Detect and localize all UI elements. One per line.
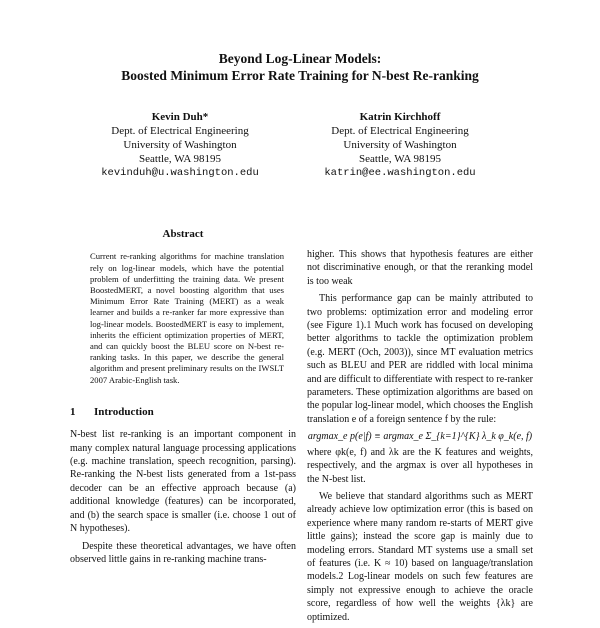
author-email: kevinduh@u.washington.edu xyxy=(101,167,259,179)
author-affiliation: Dept. of Electrical Engineering xyxy=(111,125,249,137)
section-heading xyxy=(70,406,296,419)
body-paragraph: This performance gap can be mainly attributed to two problems: optimization error and modeling error (see Figure 1).1 Much work has focused on developing better algorithms to tackle the optimization problem (e.g. MERT (Och, 2003)), since MT evaluation metrics such as BLEU and PER are riddled with local minima and are difficult to differentiate with respect to re-ranker parameters. These optimization algorithms are based on the popular log-linear model, which chooses the English translation e of a foreign sentence f by the rule: xyxy=(307,293,533,425)
section-title: Introduction xyxy=(94,405,154,418)
body-paragraph: where φk(e, f) and λk are the K features and weights, respectively, and the argmax is over all hypotheses in the N-best list. xyxy=(307,446,533,485)
abstract-heading: Abstract xyxy=(162,228,204,240)
abstract-text: Current re-ranking algorithms for machine translation rely on log-linear models, which have the potential problem of underfitting the training data. We present BoostedMERT, a novel boosting algorithm that uses Minimum Error Rate Training (MERT) as a weak learner and builds a re-ranker far more expressive than log-linear models. BoostedMERT is easy to implement, inherits the efficient optimization properties of MERT, and can quickly boost the BLEU score on N-best re-ranking tasks. In this paper, we describe the general algorithm and present preliminary results on the IWSLT 2007 Arabic-English task. xyxy=(90,251,284,385)
intro-paragraph: Despite these theoretical advantages, we have often observed little gains in re-ranking machine trans- xyxy=(70,540,296,565)
author-email: katrin@ee.washington.edu xyxy=(324,167,476,179)
title-line-1: Beyond Log-Linear Models: xyxy=(218,51,382,66)
left-column xyxy=(70,228,296,570)
paper-title xyxy=(0,50,600,84)
author-block-1 xyxy=(95,110,265,180)
author-affiliation: Dept. of Electrical Engineering xyxy=(331,125,469,137)
author-university: University of Washington xyxy=(343,139,457,151)
author-block-2 xyxy=(315,110,485,180)
author-name: Kevin Duh* xyxy=(151,111,209,123)
title-line-2: Boosted Minimum Error Rate Training for N-best Re-ranking xyxy=(121,68,479,83)
body-paragraph: higher. This shows that hypothesis features are either not discriminative enough, or that the reranking model is too weak xyxy=(307,249,533,287)
body-paragraph: We believe that standard algorithms such as MERT already achieve low optimization error (this is based on experience where many random re-starts of MERT give little gains); instead the score gap is mainly due to modeling errors. Standard MT systems use a small set of features (i.e. K ≈ 10) based on language/translation models.2 Log-linear models on such few features are simply not expressive enough to achieve the oracle score, regardless of how well the weights {λk} are optimized. xyxy=(307,490,533,623)
author-city: Seattle, WA 98195 xyxy=(139,153,221,165)
author-city: Seattle, WA 98195 xyxy=(359,153,441,165)
author-university: University of Washington xyxy=(123,139,237,151)
equation: argmax_e p(e|f) ≡ argmax_e Σ_{k=1}^{K} λ_k φ_k(e, f) xyxy=(307,431,533,443)
intro-paragraph: N-best list re-ranking is an important component in many complex natural language processing applications (e.g. machine translation, speech recognition, parsing). Re-ranking the N-best lists generated from a 1st-pass decoder can be an effective approach because (a) additional knowledge (features) can be incorporated, and (b) the search space is smaller (i.e. choose 1 out of N hypotheses). xyxy=(70,429,296,535)
author-name: Katrin Kirchhoff xyxy=(359,111,441,123)
section-number: 1 xyxy=(70,405,76,418)
right-column xyxy=(307,248,533,628)
